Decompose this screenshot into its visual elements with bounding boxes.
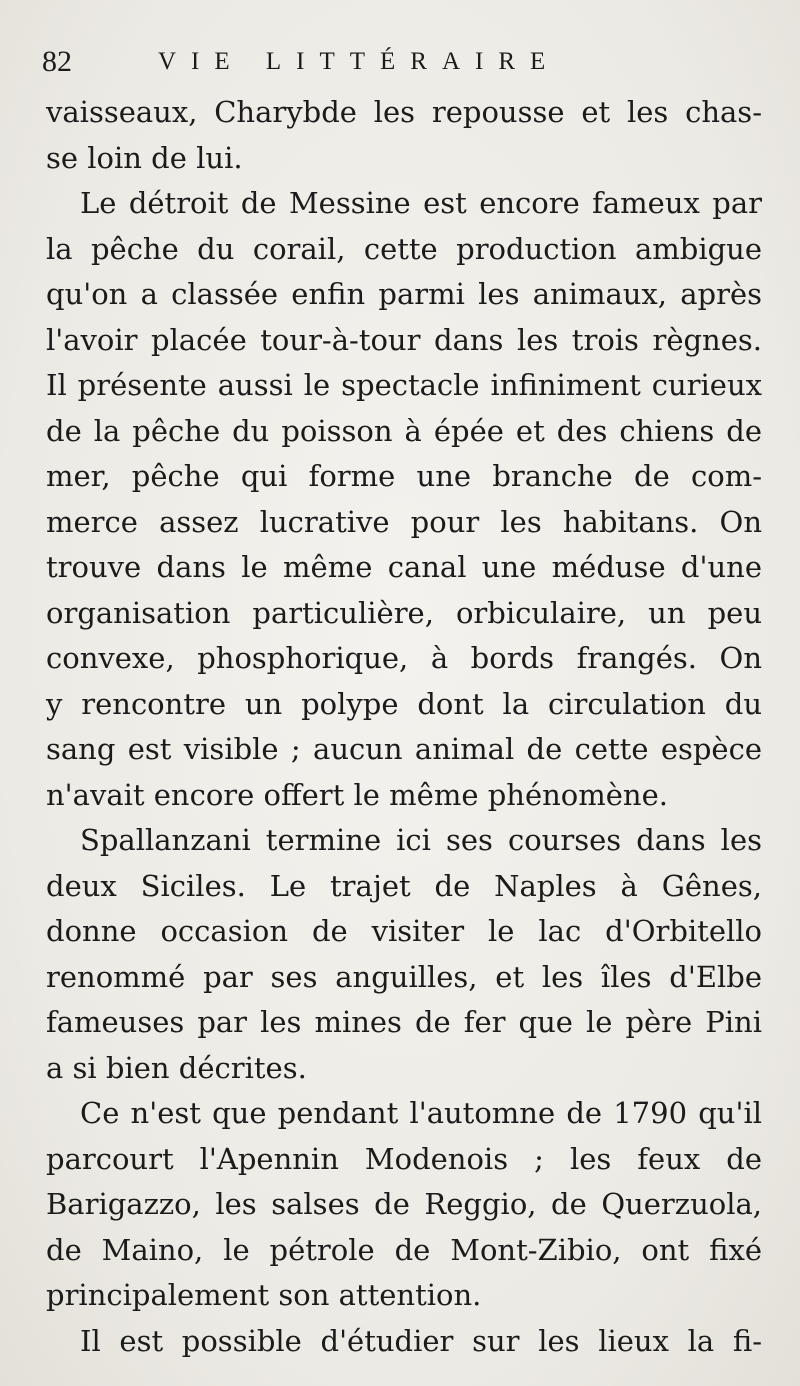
text-line: Barigazzo, les salses de Reggio, de Querzuola, — [46, 1187, 762, 1221]
text-line: vaisseaux, Charybde les repousse et les chas- — [46, 95, 762, 129]
text-line: n'avait encore offert le même phénomène. — [46, 777, 668, 812]
text-line: la pêche du corail, cette production ambigue — [46, 231, 762, 266]
text-line: de Maino, le pétrole de Mont-Zibio, ont fixé — [46, 1232, 762, 1267]
text-line: fameuses par les mines de fer que le père Pini — [46, 1005, 762, 1039]
text-line: y rencontre un polype dont la circulation du — [46, 686, 762, 721]
text-line: merce assez lucrative pour les habitans. On — [46, 504, 762, 539]
text-line: de la pêche du poisson à épée et des chiens de — [46, 413, 762, 448]
text-line: se loin de lui. — [46, 140, 243, 175]
text-line: Il présente aussi le spectacle infiniment curieux — [46, 368, 762, 402]
text-line: a si bien décrites. — [46, 1050, 307, 1085]
text-line: Le détroit de Messine est encore fameux par — [80, 186, 762, 220]
text-line: organisation particulière, orbiculaire, un peu — [46, 595, 762, 630]
text-line: Ce n'est que pendant l'automne de 1790 qu'il — [80, 1096, 762, 1130]
text-line: mer, pêche qui forme une branche de com- — [46, 459, 762, 493]
text-line: Il est possible d'étudier sur les lieux la fi- — [80, 1323, 762, 1358]
page-header — [42, 40, 762, 84]
text-line: Spallanzani termine ici ses courses dans les — [80, 823, 762, 857]
text-line: l'avoir placée tour-à-tour dans les trois règnes. — [46, 322, 762, 357]
page-number: 82 — [42, 45, 72, 78]
text-line: sang est visible ; aucun animal de cette espèce — [46, 732, 762, 766]
text-line: renommé par ses anguilles, et les îles d'Elbe — [46, 959, 762, 994]
text-line: parcourt l'Apennin Modenois ; les feux de — [46, 1141, 762, 1176]
text-line: principalement son attention. — [46, 1278, 482, 1312]
text-line: convexe, phosphorique, à bords frangés. On — [46, 641, 762, 675]
body-text — [46, 90, 762, 1364]
text-line: qu'on a classée enfin parmi les animaux, après — [46, 277, 762, 311]
text-line: donne occasion de visiter le lac d'Orbitello — [46, 914, 762, 948]
text-line: trouve dans le même canal une méduse d'une — [46, 550, 762, 584]
running-title: VIE LITTÉRAIRE — [158, 48, 561, 75]
text-line: deux Siciles. Le trajet de Naples à Gênes, — [46, 868, 762, 903]
